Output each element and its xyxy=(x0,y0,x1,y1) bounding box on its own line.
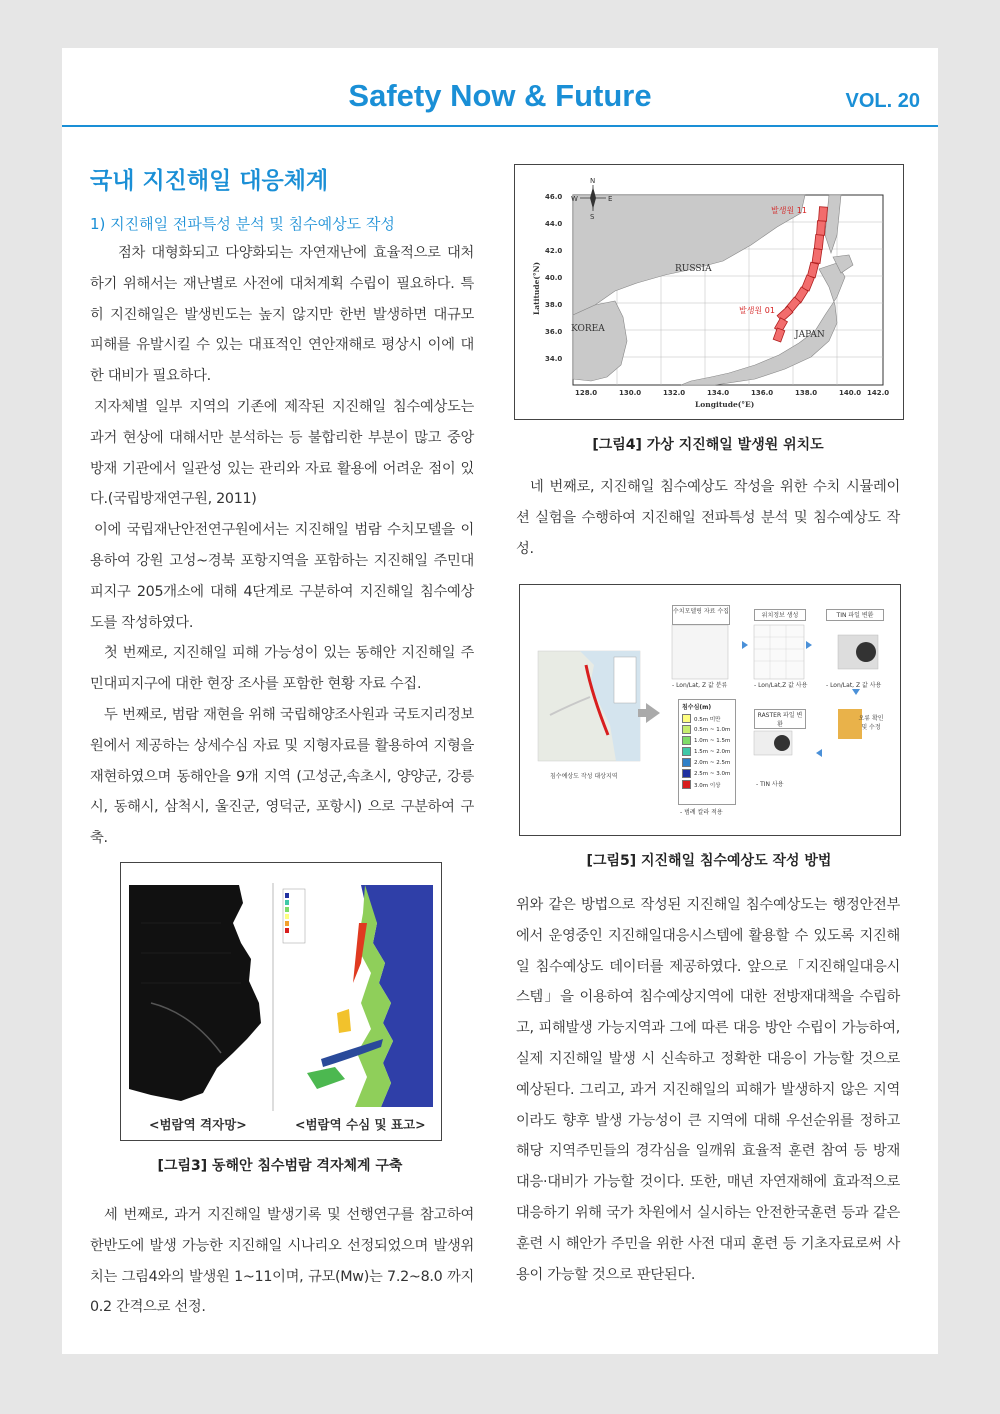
figure-4 xyxy=(514,164,904,420)
step-6-note: - 범례 칼라 적용 xyxy=(680,809,723,816)
legend-label: 2.5m ~ 3.0m xyxy=(694,770,731,777)
compass-e: E xyxy=(608,195,613,203)
y-tick: 36.0 xyxy=(545,328,563,336)
legend-entry xyxy=(679,757,735,768)
legend-swatch xyxy=(682,725,691,734)
paragraph: 두 번째로, 범람 재현을 위해 국립해양조사원과 국토지리정보원에서 제공하는 상세수심 자료 및 지형자료를 활용하여 지형을 재현하였으며 동해안을 9개 지역 (고성군,속초시, 양양군, 강릉시, 동해시, 삼척시, 울진군, 영덕군, 포항시) 으로 구분하여 구축. xyxy=(90,706,474,847)
legend-label: 2.0m ~ 2.5m xyxy=(694,759,731,766)
step-1-label: 수치모델링 자료 수집 xyxy=(673,608,729,615)
legend-label: 1.0m ~ 1.5m xyxy=(694,737,731,744)
right-column-text-2 xyxy=(516,890,900,1290)
paragraph: 이에 국립재난안전연구원에서는 지진해일 범람 수치모델을 이용하여 강원 고성~경북 포항지역을 포함하는 지진해일 주민대피지구 205개소에 대해 4단계로 구분하여 지진해일 침수예상도를 작성하였다. xyxy=(90,522,474,631)
figure-5 xyxy=(519,584,901,836)
figure-3-left-label: <범람역 격자망> xyxy=(149,1117,247,1132)
legend-title: 침수심(m) xyxy=(682,704,712,711)
paragraph: 위와 같은 방법으로 작성된 지진해일 침수예상도는 행정안전부에서 운영중인 지진해일대응시스템에 활용할 수 있도록 지진해일 침수예상도 데이터를 제공하였다. 앞으로「지진해일대응시스템」을 이용하여 침수예상지역에 대한 전방재대책을 수립하고, 피해발생 가능지역과 그에 따른 대응 방안 수립이 가능하여, 실제 지진해일 발생 시 신속하고 정확한 대응이 가능할 것으로 예상된다. 그리고, 과거 지진해일의 피해가 발생하지 않은 지역이라도 향후 발생 가능성이 큰 지역에 대해 우선순위를 정하고 해당 지역주민들의 경각심을 일깨워 효율적 훈련 참여 등 방재 대응·대비가 가능할 것이다. 또한, 매년 자연재해에 효과적으로 대응하기 위해 국가 차원에서 실시하는 안전한국훈련 등과 같은 훈련 시 해안가 주민을 위한 사전 대피 훈련 등 기초자료로써 사용이 가능할 것으로 판단된다. xyxy=(516,897,900,1283)
step-5-label: RASTER 파일 변환 xyxy=(757,712,803,728)
compass-w: W xyxy=(571,195,578,203)
y-tick: 38.0 xyxy=(545,301,563,309)
legend-swatch xyxy=(682,780,691,789)
y-tick: 42.0 xyxy=(545,247,563,255)
step-1-box xyxy=(672,605,730,625)
step-4-label: 오류 확인 및 수정 xyxy=(858,715,884,731)
legend-label: 0.5m ~ 1.0m xyxy=(694,726,731,733)
y-tick: 34.0 xyxy=(545,355,563,363)
legend-swatch xyxy=(682,758,691,767)
step-2-note: - Lon/Lat,Z 값 사용 xyxy=(754,682,808,689)
label-japan: JAPAN xyxy=(795,330,825,340)
y-axis-label: Latitude(°N) xyxy=(532,261,541,315)
map-label: 침수예상도 작성 대상지역 xyxy=(550,773,618,780)
label-source-11: 발생원 11 xyxy=(771,206,807,215)
figure-3-right-label: <범람역 수심 및 표고> xyxy=(295,1117,426,1132)
figure-3-image xyxy=(121,863,441,1140)
x-tick: 140.0 xyxy=(839,389,862,397)
x-axis-label: Longitude(°E) xyxy=(695,400,755,409)
legend-entry xyxy=(679,713,735,724)
label-korea: KOREA xyxy=(571,324,605,334)
paragraph: 세 번째로, 과거 지진해일 발생기록 및 선행연구를 참고하여 한반도에 발생 가능한 지진해일 시나리오 선정되었으며 발생위치는 그림4와의 발생원 1~11이며, 규모(Mw)는 7.2~8.0 까지 0.2 간격으로 선정. xyxy=(90,1207,474,1316)
volume-number: VOL. 20 xyxy=(845,90,920,112)
step-4-box xyxy=(856,713,886,735)
legend-label: 1.5m ~ 2.0m xyxy=(694,748,731,755)
figure-5-caption: [그림5] 지진해일 침수예상도 작성 방법 xyxy=(586,853,832,869)
paragraph: 점차 대형화되고 다양화되는 자연재난에 효율적으로 대처하기 위해서는 재난별로 사전에 대처계획 수립이 필요하다. 특히 지진해일은 발생빈도는 높지 않지만 한번 발생하면 대규모 피해를 유발시킬 수 있는 대표적인 연안재해로 평상시 이에 대한 대비가 필요하다. xyxy=(90,245,474,385)
x-tick: 130.0 xyxy=(619,389,642,397)
legend-entry xyxy=(679,768,735,779)
legend-label: 0.5m 미만 xyxy=(694,716,721,723)
magazine-title: Safety Now & Future xyxy=(348,78,652,113)
x-tick: 128.0 xyxy=(575,389,598,397)
figure-4-map xyxy=(515,165,903,419)
label-russia: RUSSIA xyxy=(675,264,712,274)
step-5-box xyxy=(754,709,806,729)
y-tick: 46.0 xyxy=(545,193,563,201)
legend-swatch xyxy=(682,747,691,756)
paragraph: 네 번째로, 지진해일 침수예상도 작성을 위한 수치 시뮬레이션 실험을 수행하여 지진해일 전파특성 분석 및 침수예상도 작성. xyxy=(516,479,900,557)
legend-items xyxy=(679,713,735,790)
page xyxy=(62,48,938,1354)
legend-entry xyxy=(679,746,735,757)
paragraph: 첫 번째로, 지진해일 피해 가능성이 있는 동해안 지진해일 주민대피지구에 대한 현장 조사를 포함한 현황 자료 수집. xyxy=(90,645,474,693)
left-column-text-2 xyxy=(90,1200,474,1323)
x-tick: 142.0 xyxy=(867,389,890,397)
legend-entry xyxy=(679,735,735,746)
x-tick: 132.0 xyxy=(663,389,686,397)
y-tick: 40.0 xyxy=(545,274,563,282)
legend-entry xyxy=(679,779,735,790)
x-tick: 134.0 xyxy=(707,389,730,397)
step-1-note: - Lon/Lat, Z 값 분류 xyxy=(672,682,728,689)
x-tick: 138.0 xyxy=(795,389,818,397)
legend-swatch xyxy=(682,736,691,745)
x-tick: 136.0 xyxy=(751,389,774,397)
y-tick: 44.0 xyxy=(545,220,563,228)
figure-3-caption: [그림3] 동해안 침수범람 격자체계 구축 xyxy=(157,1158,403,1174)
legend-swatch xyxy=(682,714,691,723)
depth-legend xyxy=(678,699,736,805)
legend-label: 3.0m 이상 xyxy=(694,782,721,789)
step-3-box xyxy=(826,609,884,621)
left-column-text xyxy=(90,238,474,854)
right-column-text xyxy=(516,472,900,564)
step-2-label: 위치정보 생성 xyxy=(761,612,799,619)
label-source-01: 발생원 01 xyxy=(739,306,775,315)
legend-entry xyxy=(679,724,735,735)
section-title: 국내 지진해일 대응체계 xyxy=(90,168,329,194)
step-5-note: - TIN 사용 xyxy=(756,781,784,788)
figure-4-caption: [그림4] 가상 지진해일 발생원 위치도 xyxy=(592,437,824,453)
header-rule xyxy=(62,125,938,127)
step-2-box xyxy=(754,609,806,621)
compass-n: N xyxy=(590,177,596,185)
legend-swatch xyxy=(682,769,691,778)
subsection-title: 1) 지진해일 전파특성 분석 및 침수예상도 작성 xyxy=(90,215,395,233)
compass-s: S xyxy=(590,213,595,221)
step-3-note: - Lon/Lat, Z 값 사용 xyxy=(826,682,882,689)
figure-3 xyxy=(120,862,442,1141)
step-3-label: TIN 파일 변환 xyxy=(836,612,874,619)
paragraph: 지자체별 일부 지역의 기존에 제작된 지진해일 침수예상도는 과거 현상에 대해서만 분석하는 등 불합리한 부분이 많고 중앙방재 기관에서 일관성 있는 관리와 자료 활용에 어려운 점이 있다.(국립방재연구원, 2011) xyxy=(90,398,474,508)
